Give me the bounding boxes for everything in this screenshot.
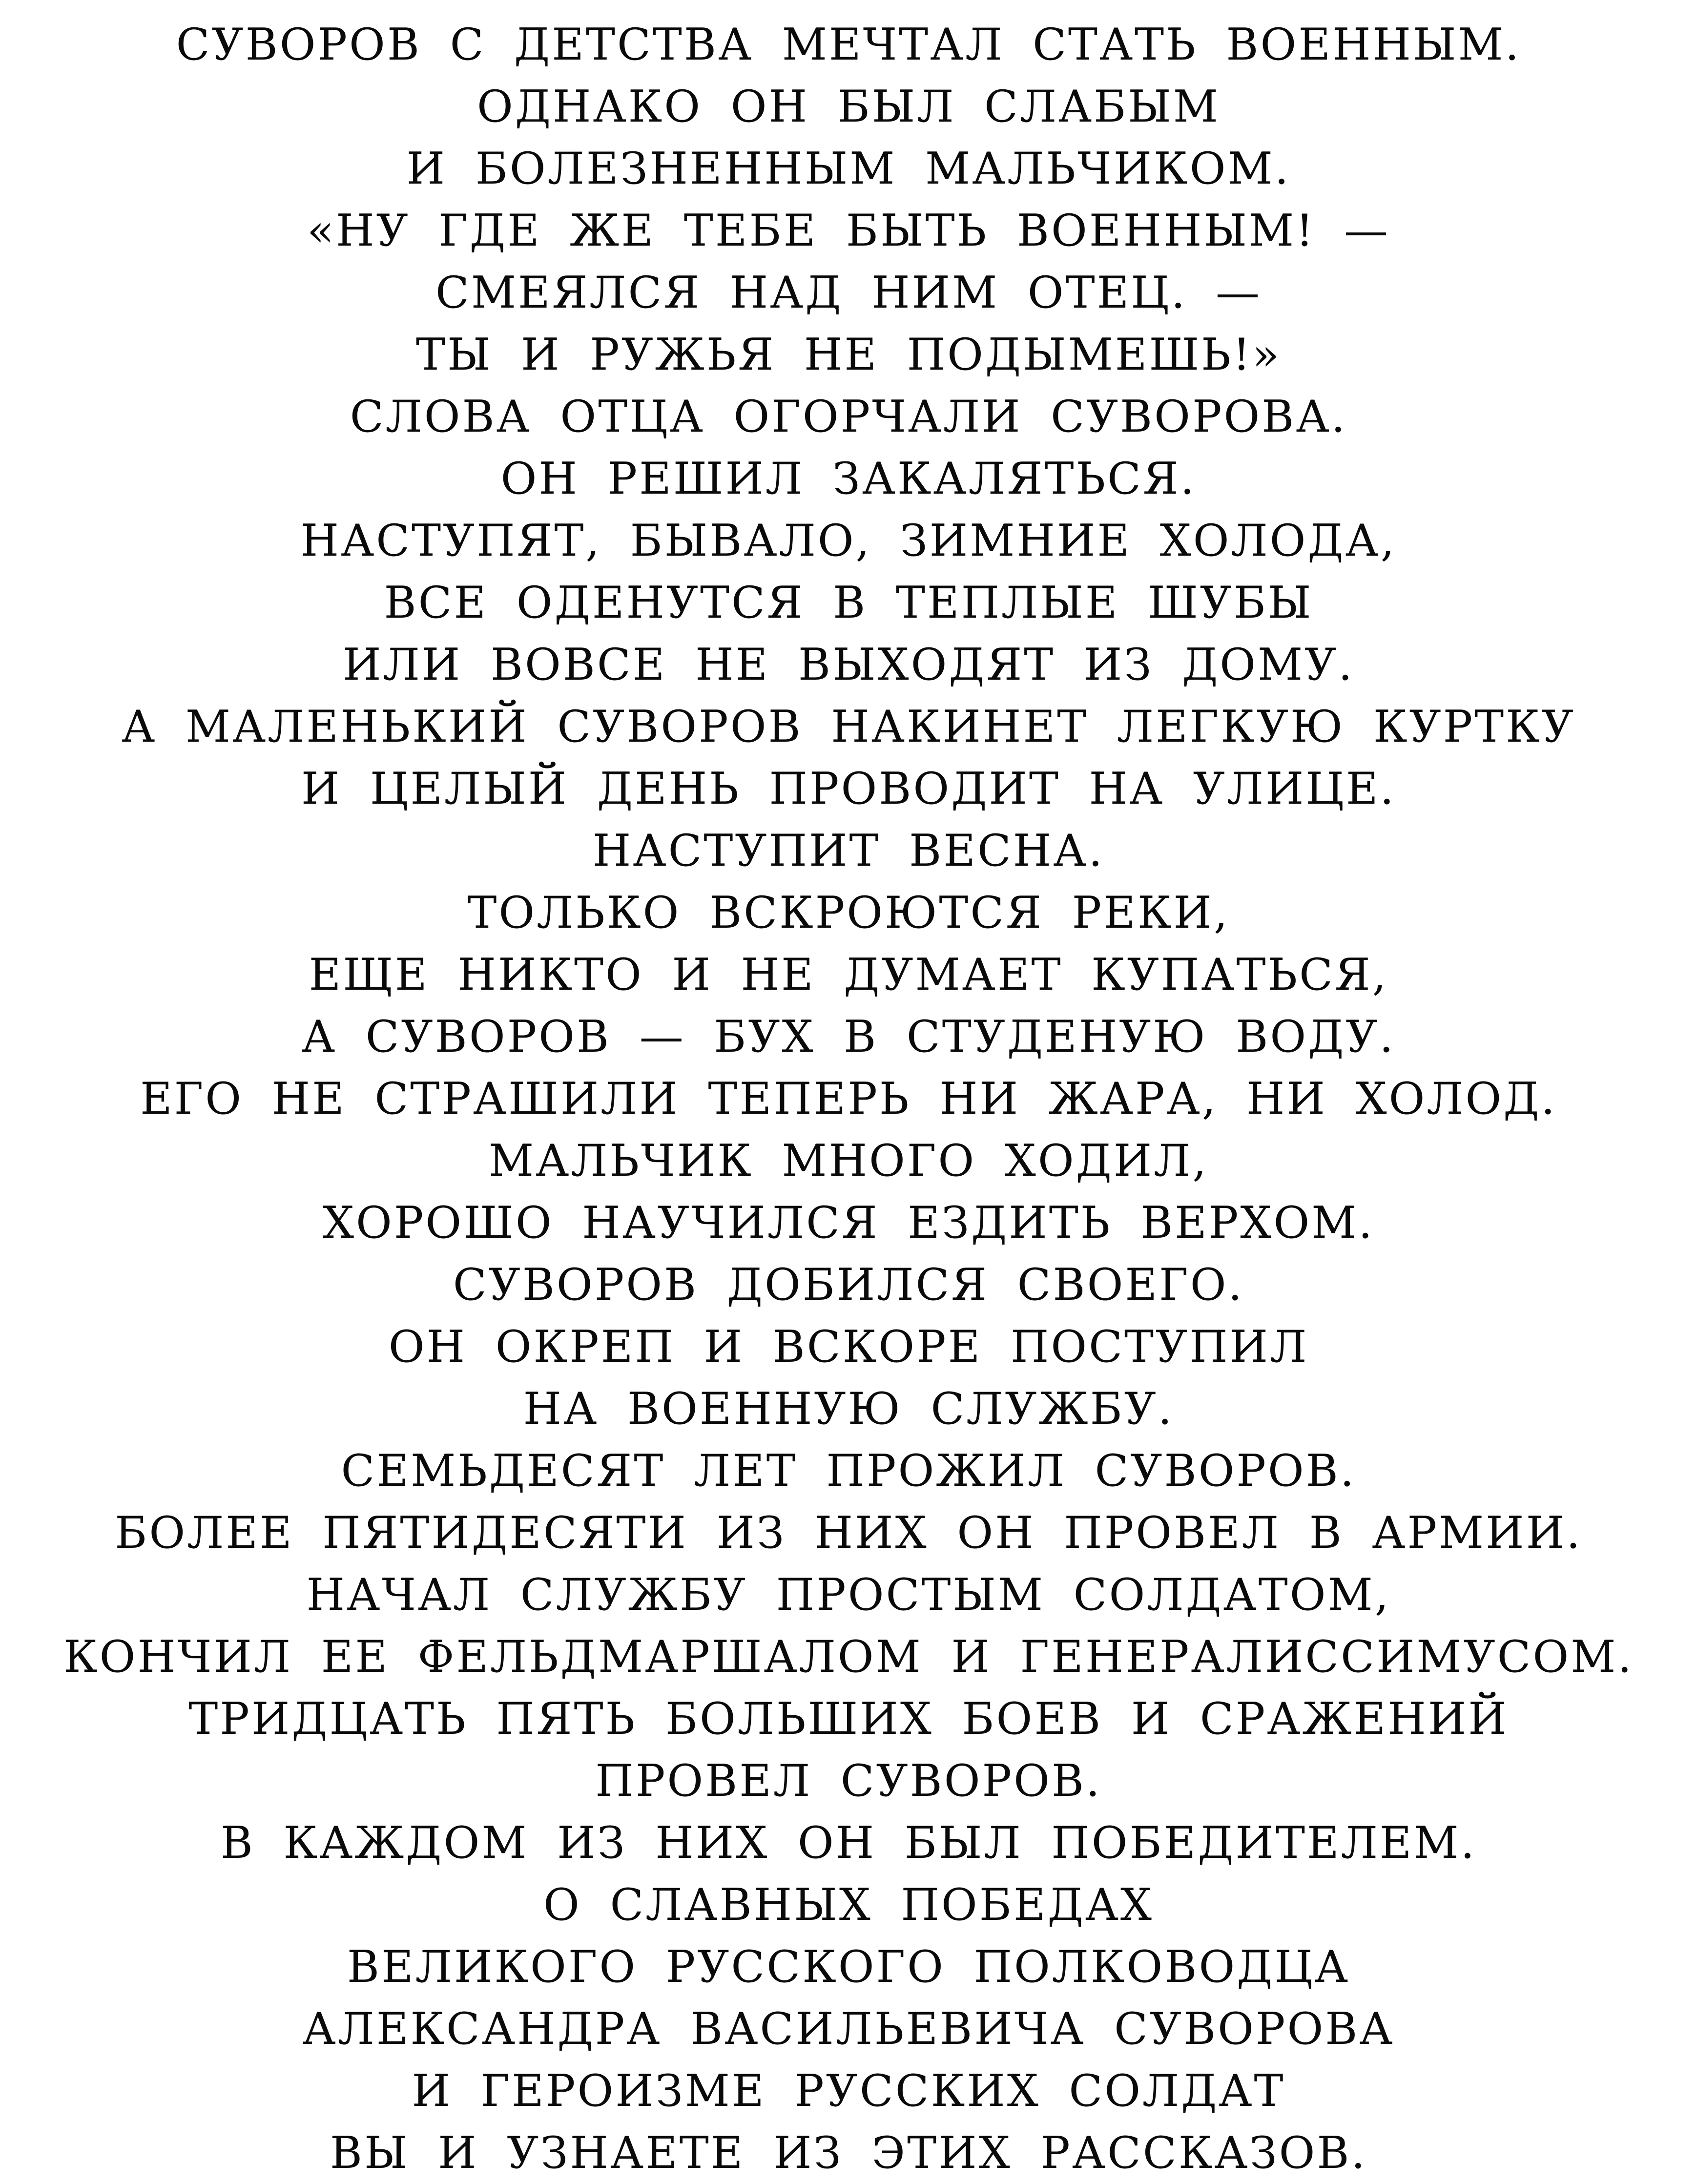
text-block <box>0 14 1697 2184</box>
text-line: КОНЧИЛ ЕЕ ФЕЛЬДМАРШАЛОМ И ГЕНЕРАЛИССИМУСОМ. <box>63 1631 1634 1683</box>
text-line: СЛОВА ОТЦА ОГОРЧАЛИ СУВОРОВА. <box>350 391 1347 442</box>
text-line: ТОЛЬКО ВСКРОЮТСЯ РЕКИ, <box>467 887 1230 938</box>
text-line: НАСТУПЯТ, БЫВАЛО, ЗИМНИЕ ХОЛОДА, <box>300 515 1397 566</box>
text-line: ОН РЕШИЛ ЗАКАЛЯТЬСЯ. <box>500 453 1197 504</box>
text-line: А МАЛЕНЬКИЙ СУВОРОВ НАКИНЕТ ЛЕГКУЮ КУРТКУ <box>122 701 1575 752</box>
text-line: А СУВОРОВ — БУХ В СТУДЕНУЮ ВОДУ. <box>302 1011 1395 1062</box>
text-line: СУВОРОВ С ДЕТСТВА МЕЧТАЛ СТАТЬ ВОЕННЫМ. <box>176 19 1521 70</box>
text-line: МАЛЬЧИК МНОГО ХОДИЛ, <box>488 1135 1208 1186</box>
text-line: ВЫ И УЗНАЕТЕ ИЗ ЭТИХ РАССКАЗОВ. <box>330 2127 1367 2179</box>
text-line: ВСЕ ОДЕНУТСЯ В ТЕПЛЫЕ ШУБЫ <box>384 577 1313 628</box>
text-line: ИЛИ ВОВСЕ НЕ ВЫХОДЯТ ИЗ ДОМУ. <box>343 639 1354 690</box>
text-line: И ГЕРОИЗМЕ РУССКИХ СОЛДАТ <box>412 2065 1285 2117</box>
text-line: «НУ ГДЕ ЖЕ ТЕБЕ БЫТЬ ВОЕННЫМ! — <box>307 205 1390 256</box>
text-line: ОДНАКО ОН БЫЛ СЛАБЫМ <box>477 81 1220 132</box>
text-line: ПРОВЕЛ СУВОРОВ. <box>595 1755 1102 1807</box>
text-line: О СЛАВНЫХ ПОБЕДАХ <box>543 1879 1154 1931</box>
text-line: НАЧАЛ СЛУЖБУ ПРОСТЫМ СОЛДАТОМ, <box>306 1569 1391 1621</box>
text-line: ТЫ И РУЖЬЯ НЕ ПОДЫМЕШЬ!» <box>415 329 1282 380</box>
text-line: СЕМЬДЕСЯТ ЛЕТ ПРОЖИЛ СУВОРОВ. <box>341 1445 1356 1497</box>
text-line: ЕГО НЕ СТРАШИЛИ ТЕПЕРЬ НИ ЖАРА, НИ ХОЛОД. <box>140 1073 1557 1124</box>
text-line: СУВОРОВ ДОБИЛСЯ СВОЕГО. <box>453 1259 1244 1310</box>
text-line: НАСТУПИТ ВЕСНА. <box>592 825 1105 876</box>
text-line: ВЕЛИКОГО РУССКОГО ПОЛКОВОДЦА <box>347 1941 1350 1993</box>
text-line: СМЕЯЛСЯ НАД НИМ ОТЕЦ. — <box>435 267 1262 318</box>
text-line: ЕЩЕ НИКТО И НЕ ДУМАЕТ КУПАТЬСЯ, <box>309 949 1388 1000</box>
text-line: ОН ОКРЕП И ВСКОРЕ ПОСТУПИЛ <box>388 1321 1309 1373</box>
text-line: И БОЛЕЗНЕННЫМ МАЛЬЧИКОМ. <box>406 143 1291 194</box>
text-line: ТРИДЦАТЬ ПЯТЬ БОЛЬШИХ БОЕВ И СРАЖЕНИЙ <box>188 1693 1509 1745</box>
text-line: И ЦЕЛЫЙ ДЕНЬ ПРОВОДИТ НА УЛИЦЕ. <box>301 763 1396 814</box>
text-line: В КАЖДОМ ИЗ НИХ ОН БЫЛ ПОБЕДИТЕЛЕМ. <box>220 1817 1477 1869</box>
text-line: ХОРОШО НАУЧИЛСЯ ЕЗДИТЬ ВЕРХОМ. <box>322 1197 1374 1248</box>
text-line: НА ВОЕННУЮ СЛУЖБУ. <box>523 1383 1174 1435</box>
text-line: АЛЕКСАНДРА ВАСИЛЬЕВИЧА СУВОРОВА <box>302 2003 1395 2055</box>
text-line: БОЛЕЕ ПЯТИДЕСЯТИ ИЗ НИХ ОН ПРОВЕЛ В АРМИИ. <box>115 1507 1582 1559</box>
